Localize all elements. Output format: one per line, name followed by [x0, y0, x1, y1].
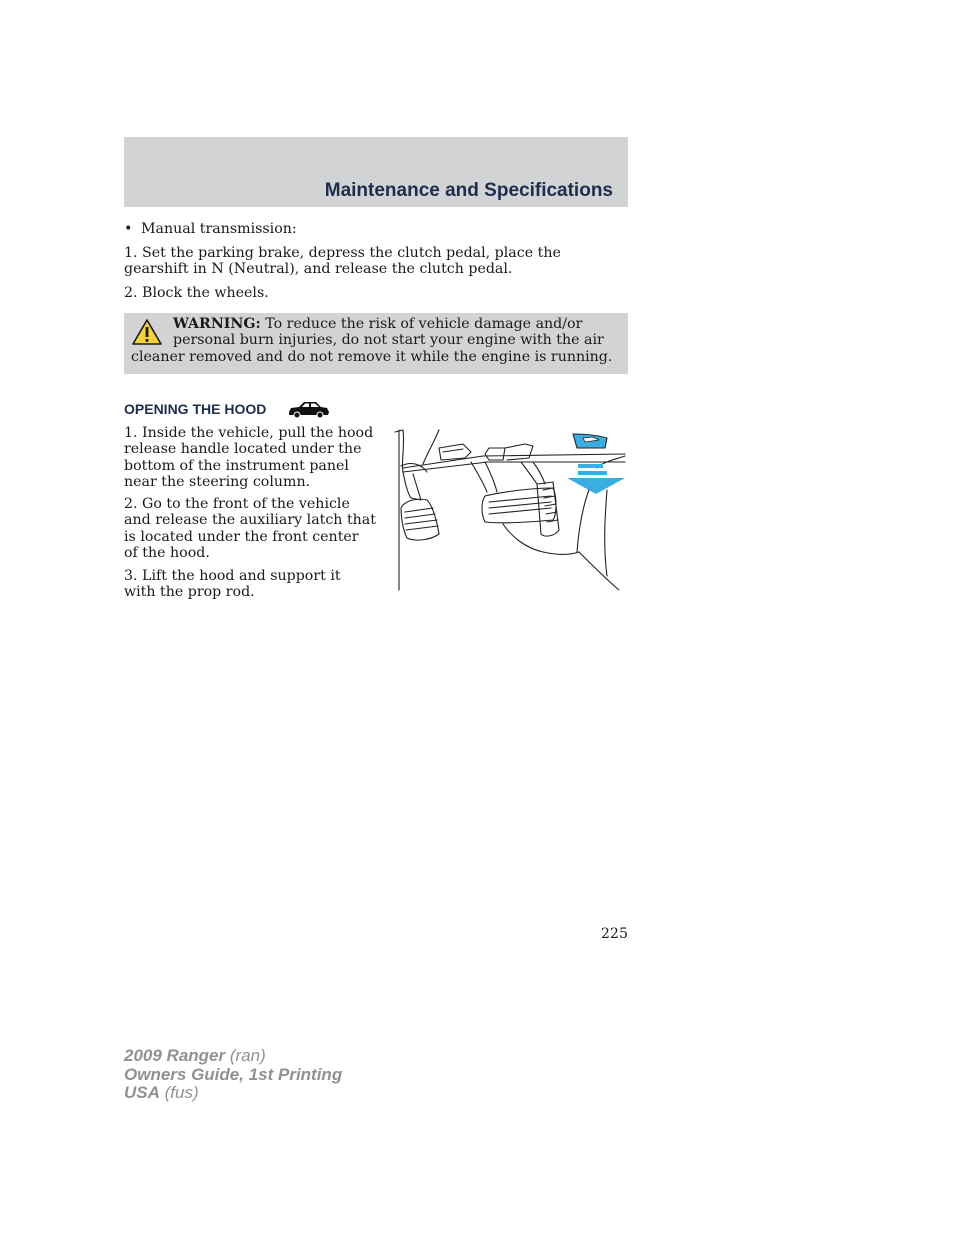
hood-release-illustration: [393, 426, 629, 592]
bullet-item: [124, 221, 624, 237]
footer-region: USA: [124, 1083, 160, 1102]
warning-body: To reduce the risk of vehicle damage and/or personal burn injuries, do not start your engine with the air cleaner removed and do not remove it while the engine is running.: [131, 316, 613, 365]
section-header-bar: [124, 137, 628, 207]
hood-step-1: 1. Inside the vehicle, pull the hood release handle located under the bottom of the instrument panel near the steering column.: [124, 425, 374, 491]
section-title: OPENING THE HOOD: [124, 401, 267, 417]
section-header-title: Maintenance and Specifications: [324, 180, 613, 201]
footer-line-3: [124, 1084, 342, 1103]
transmission-step-1: 1. Set the parking brake, depress the clutch pedal, place the gearshift in N (Neutral), and release the clutch pedal.: [124, 245, 561, 278]
bullet-text: Manual transmission:: [141, 221, 297, 237]
footer-model: 2009 Ranger: [124, 1046, 226, 1065]
warning-label: WARNING:: [173, 316, 261, 332]
warning-box: [124, 313, 628, 374]
page-number: 225: [600, 926, 628, 942]
hood-step-3: 3. Lift the hood and support it with the prop rod.: [124, 568, 341, 601]
bullet-marker: •: [124, 221, 133, 237]
hood-step-2: 2. Go to the front of the vehicle and release the auxiliary latch that is located under the front center of the hood.: [124, 496, 376, 562]
warning-text: [131, 316, 625, 365]
document-footer: [124, 1047, 342, 1103]
footer-line-2: [124, 1066, 342, 1085]
footer-region-code: (fus): [159, 1083, 199, 1102]
footer-guide: Owners Guide, 1st Printing: [124, 1064, 343, 1084]
footer-model-code: (ran): [225, 1046, 266, 1065]
car-icon: [287, 399, 330, 419]
transmission-step-2: 2. Block the wheels.: [124, 285, 269, 301]
footer-line-1: [124, 1047, 342, 1066]
